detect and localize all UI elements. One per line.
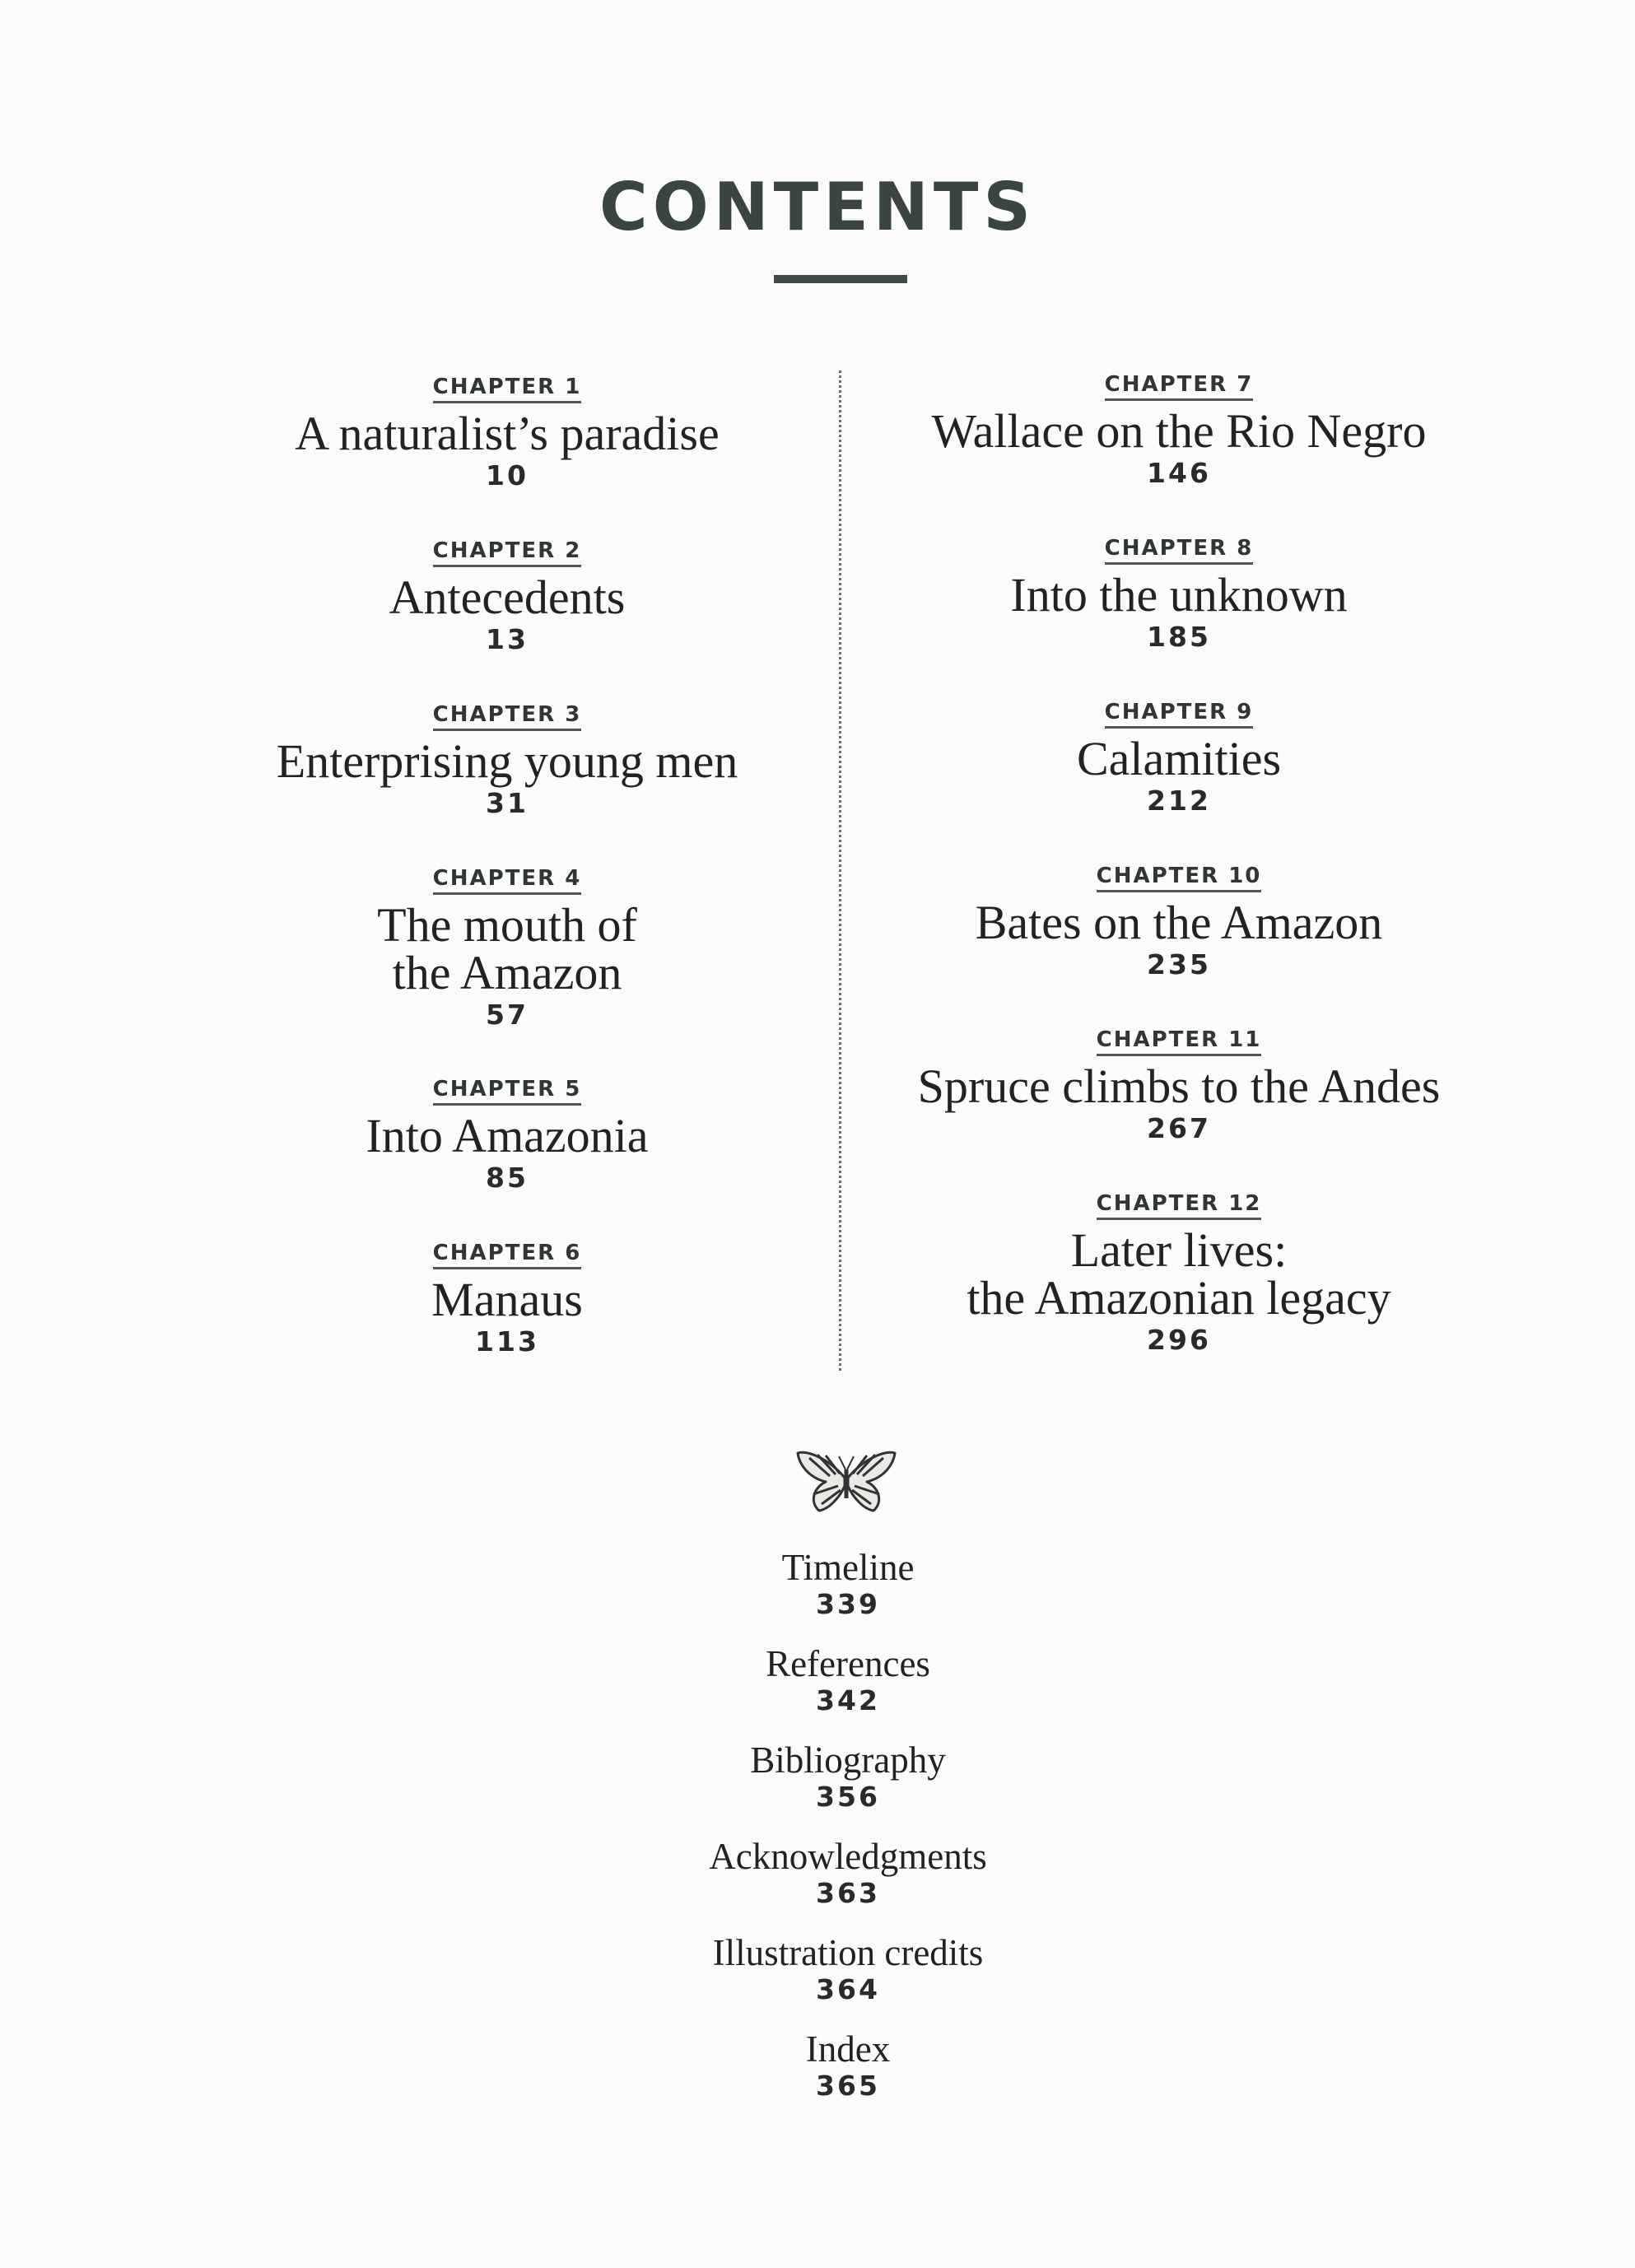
chapter-title: Wallace on the Rio Negro [931,404,1427,458]
toc-entry-chapter-10[interactable] [866,864,1492,1027]
chapter-title-line-2: the Amazonian legacy [967,1271,1391,1325]
right-column [866,372,1492,1402]
page-number: 146 [1147,457,1211,489]
chapter-label: CHAPTER 8 [1105,536,1254,565]
chapter-title-line-2: the Amazon [392,946,622,999]
toc-entry-index[interactable] [0,2029,1635,2126]
chapter-label: CHAPTER 10 [1097,864,1262,892]
chapter-title: Antecedents [389,570,626,624]
entry-title: Acknowledgments [709,1836,987,1877]
page-number: 13 [486,623,529,655]
title-underline [774,275,907,283]
entry-title: References [766,1643,930,1684]
toc-entry-references[interactable] [0,1644,1635,1740]
page-number: 363 [816,1877,880,1909]
toc-entry-timeline[interactable] [0,1548,1635,1644]
toc-entry-chapter-12[interactable] [866,1191,1492,1402]
toc-entry-chapter-1[interactable] [194,375,820,538]
chapter-label: CHAPTER 12 [1097,1191,1262,1220]
toc-entry-chapter-2[interactable] [194,538,820,702]
toc-entry-chapter-9[interactable] [866,700,1492,864]
chapter-label: CHAPTER 2 [433,538,582,567]
toc-entry-chapter-8[interactable] [866,536,1492,700]
chapter-label: CHAPTER 4 [433,866,582,895]
column-divider [839,370,841,1371]
left-column [194,375,820,1404]
chapter-label: CHAPTER 11 [1097,1027,1262,1056]
toc-entry-chapter-4[interactable] [194,866,820,1077]
chapter-title: Enterprising young men [276,734,738,788]
entry-title: Index [805,2028,891,2070]
toc-entry-bibliography[interactable] [0,1740,1635,1837]
page-number: 365 [816,2070,880,2102]
chapter-title-line-1: The mouth of [377,898,637,952]
page-number: 85 [486,1162,529,1194]
toc-entry-chapter-3[interactable] [194,702,820,866]
page-number: 212 [1147,785,1211,817]
page-number: 267 [1147,1112,1211,1144]
entry-title: Bibliography [750,1739,946,1781]
chapter-title: Bates on the Amazon [975,896,1383,949]
chapter-title-line-1: Later lives: [1070,1223,1288,1277]
page-number: 185 [1147,621,1211,653]
page-number: 113 [475,1325,539,1358]
chapter-title: A naturalist’s paradise [295,407,720,460]
toc-entry-chapter-6[interactable] [194,1241,820,1404]
toc-entry-chapter-11[interactable] [866,1027,1492,1191]
page-number: 57 [486,999,529,1031]
chapter-title: Manaus [431,1273,583,1326]
butterfly-icon [793,1445,900,1519]
chapter-title: Calamities [1076,732,1282,785]
entry-title: Timeline [781,1547,915,1588]
toc-entry-illustration-credits[interactable] [0,1933,1635,2029]
page-number: 342 [816,1684,880,1716]
page-number: 339 [816,1588,880,1620]
toc-entry-acknowledgments[interactable] [0,1837,1635,1933]
chapter-label: CHAPTER 5 [433,1077,582,1106]
chapter-label: CHAPTER 9 [1105,700,1254,729]
page-number: 235 [1147,948,1211,980]
toc-entry-chapter-7[interactable] [866,372,1492,536]
back-matter-list [0,1548,1635,2126]
chapter-title: Into Amazonia [366,1109,649,1162]
page-number: 364 [816,1973,880,2005]
chapter-label: CHAPTER 6 [433,1241,582,1269]
toc-entry-chapter-5[interactable] [194,1077,820,1241]
page-number: 31 [486,787,529,819]
page-number: 10 [486,459,529,491]
page-number: 356 [816,1781,880,1813]
chapter-label: CHAPTER 1 [433,375,582,403]
chapter-title: Spruce climbs to the Andes [917,1059,1441,1113]
chapter-label: CHAPTER 3 [433,702,582,731]
page-number: 296 [1147,1324,1211,1356]
page-title: CONTENTS [599,169,1036,245]
entry-title: Illustration credits [712,1932,984,1973]
chapter-label: CHAPTER 7 [1105,372,1254,401]
chapter-title: Into the unknown [1010,568,1348,622]
